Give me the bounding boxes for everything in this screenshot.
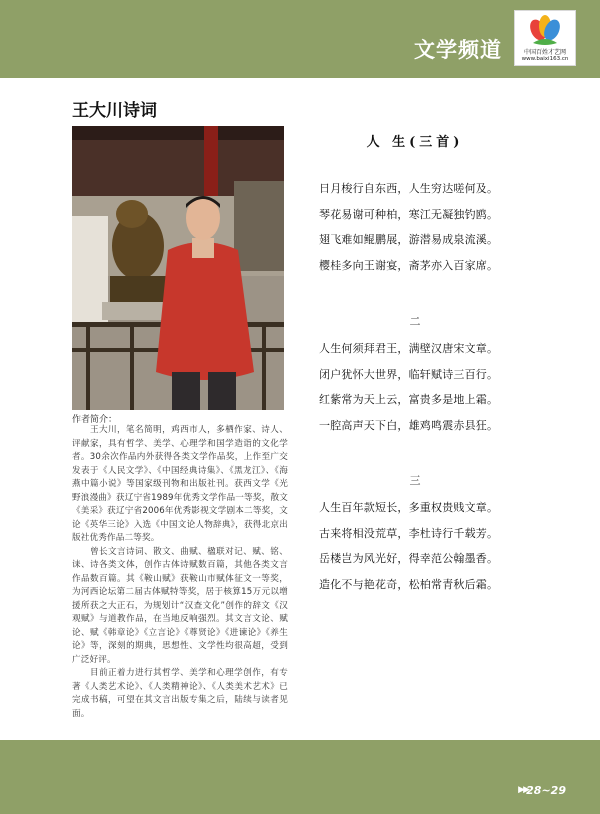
poem-title: 人 生(三首) [366,135,464,150]
poem-line: 岳楼岂为风光好，得幸范公翰墨香。 [319,552,499,565]
stanza-number-2: 二 [409,315,421,328]
poem-line: 古来将相没荒草，李杜诗行千载芳。 [319,526,499,540]
logo-site-name: 中国百姓才艺网 [523,49,566,56]
bio-paragraph: 曾长文言诗词、散文、曲赋、楹联对记、赋、铭、诔、诗各类文体，创作古体诗赋数百篇，其他各类文言作品数百篇。其《鞍山赋》获鞍山市赋体征文一等奖，为河西论坛第二届古体赋特等奖，居于核算15万元以增援所获之大正石，为规划计“汉查文化”创作的辞文《汉观赋》与道教作品，在当地反响强烈。其文言文论、赋论、赋《韩章论》《立言论》《尊贤论》《进谏论》《养生论》等，深刻的期典，思想性、文学性均很高超，受到广泛好评。 [72,546,288,665]
poem-line: 翅飞难如鲲鹏展，游潜易成泉流溪。 [319,233,499,246]
poem-line: 人生何须拜君王，满壁汉唐宋文章。 [319,342,499,355]
poem-line: 闭户犹怀大世界，临轩赋诗三百行。 [319,367,499,381]
flower-logo-icon [529,13,561,47]
bio-paragraph: 目前正着力进行其哲学、美学和心理学创作，有专著《人类艺术论》、《人类精神论》、《人类美术艺术》已完成书稿，可望在其文言出版专集之后，陆续与读者见面。 [72,668,288,719]
channel-title: 文学频道 [414,38,502,62]
poem-stanza-2 [319,336,529,438]
logo-site-url: www.baixi163.cn [521,56,569,62]
author-portrait-photo [72,126,284,410]
bio-heading: 作者简介： [72,415,118,425]
poem-line: 一腔高声天下白，雄鸡鸣震赤县狂。 [319,418,499,432]
top-header-band [0,0,600,78]
poem-line: 樱桂多向王谢宴，斋茅亦入百家席。 [319,258,499,272]
poem-line: 红紫常为天上云，富贵多是地上霜。 [319,393,499,406]
poem-line: 造化不与艳花奇，松柏常青秋后霜。 [319,577,499,591]
stanza-number-3: 三 [409,474,421,487]
poem-stanza-1 [319,176,529,278]
article-title: 王大川诗词 [72,101,157,121]
bio-paragraph: 王大川，笔名简明，鸡西市人，多栖作家、诗人、评献家，具有哲学、美学、心理学和国学造诣的文化学者。30余次作品内外获得各类文学作品奖，上作至广交发表于《人民文学》、《中国经典诗集》、《黑龙江》、《海燕中篇小说》等国家级刊物和出版社刊。获西文学《光野浪漫曲》获辽宁省1989年优秀文学作品一等奖，散文《美采》获辽宁省2006年优秀影视文学剧本二等奖，文论《英华三论》入选《中国文论人物辞典》，获得北京出版社优秀作品二等奖。 [72,425,288,543]
poem-stanza-3 [319,495,529,597]
author-bio [72,424,288,721]
page-number: 28~29 [526,784,566,797]
site-logo[interactable] [514,10,576,66]
bottom-footer-band [0,740,600,814]
page-arrow-icon: ▶▶ [518,785,528,795]
poem-line: 日月梭行自东西，人生穷达嗟何及。 [319,182,499,195]
poem-line: 琴花易谢可种柏，寒江无凝独钓鸥。 [319,207,499,221]
poem-line: 人生百年款短长，多重权贵贱文章。 [319,501,499,514]
